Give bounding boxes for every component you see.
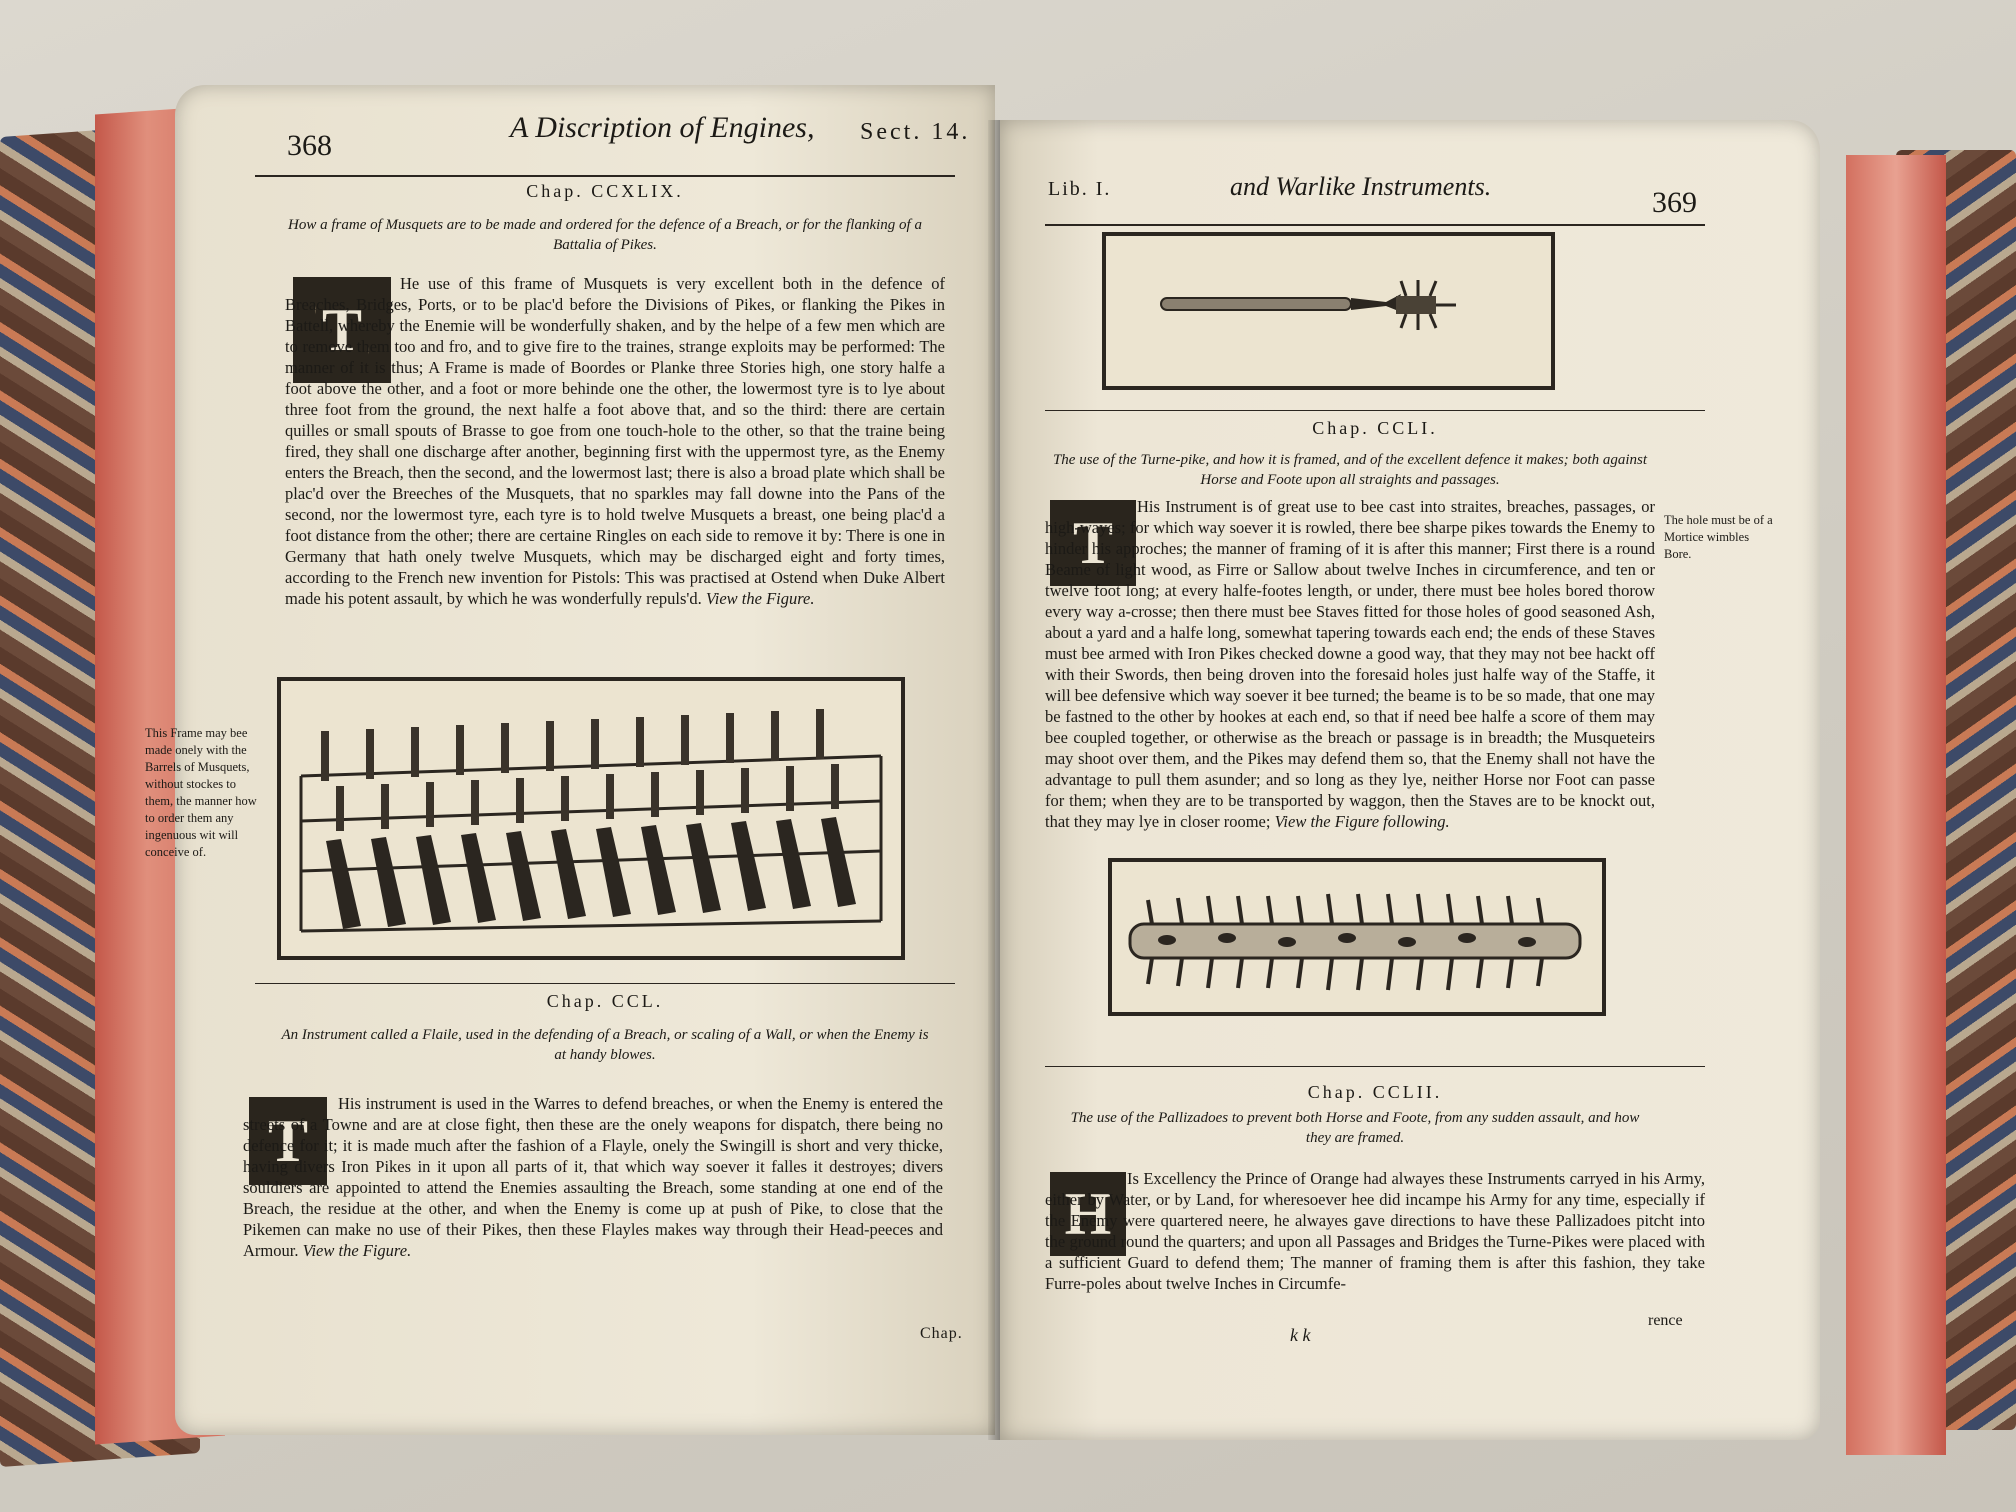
running-head-title: A Discription of Engines,: [510, 111, 815, 144]
chapter-rule-2: [1045, 1066, 1705, 1067]
signature-mark: k k: [1290, 1325, 1311, 1345]
body-text-2: His instrument is used in the Warres to defend breaches, or when the Enemy is entered the streets of a Towne and are at close fight, then these are the onely weapons for dispatch, there being no defence for it; it is made much after the fashion of a Flayle, onely the Swingill is short and very thicke, having divers Iron Pikes in it upon all parts of it, that which way soever it falles it destroyes; divers souldiers are appointed to attend the Enemies assaulting the Breach, some standing at one end of the Breach, the residue at the other, and when the Enemy is come up at push of Pike, to close that the Pikemen can make no use of their Pikes, then these Flayles makes way through their Head-peeces and Armour.: [243, 1094, 943, 1260]
turne-pike-illustration: [1102, 232, 1555, 390]
body-text-2: Is Excellency the Prince of Orange had alwayes these Instruments carryed in his Army, either by Water, or by Land, for wheresoever hee did incampe his Army for any time, especially if the Enemy were quartered neere, he alwayes gave directions to have these Pallizadoes pitcht into the ground round the quarters; and upon all Passages and Bridges the Turne-Pikes were placed with a sufficient Guard to defend them; The manner of framing them is after this fashion, they take Furre-poles about twelve Inches in Circumfe-: [1045, 1169, 1705, 1293]
running-head-section: Sect. 14.: [860, 119, 971, 145]
catchword: Chap.: [920, 1325, 963, 1342]
body-text: He use of this frame of Musquets is very excellent both in the defence of Breaches, Bridges, Ports, or to be plac'd before the Divisions of Pikes, or flanking the Pikes in Battell, whereby the Enemie will be wonderfully shaken, and by the helpe of a few men which are to remove them too and fro, and to give fire to the traines, strange exploits may be performed: The manner of it is thus; A Frame is made of Boordes or Planke three Stories high, one story halfe a foot above the other, and a foot or more behinde one the other, the lowermost tyre is to lye about three foot from the ground, the next halfe a foot above that, and so the third: there are certain quilles or small spouts of Brasse to goe from one touch-hole to the other, so that the traine being fired, they shall one discharge after another, beginning first with the uppermost tyre, as the Enemy enters the Breach, then the second, and the lowermost last; there is also a broad plate which shall be plac'd over the Breeches of the Musquets, that no sparkles may fall downe into the Pans of the second, nor the lowermost tyre, each tyre is to hold twelve Musquets a breast, one being plac'd a foot distance from the other; there are certaine Ringles on each side to remove it by: There is one in Germany that hath onely twelve Musquets, which may be discharged eight and forty times, according to the French new invention for Pistols: This was practised at Ostend when Duke Albert made his potent assault, by which he was wonderfully repuls'd.: [285, 274, 945, 608]
chapter-heading: Chap. CCLI.: [1312, 418, 1438, 438]
view-figure-note-2: View the Figure.: [302, 1241, 412, 1260]
catchword: rence: [1648, 1312, 1683, 1329]
body-text: His Instrument is of great use to bee cast into straites, breaches, passages, or high-wayes; for which way soever it is rowled, there bee sharpe pikes towards the Enemy to hinder his approches; the manner of framing of it is after this manner; First there is a round Beame of light wood, as Firre or Sallow about twelve Inches in circumference, and ten or twelve foot long; at every halfe-footes length, or under, there must bee holes bored thorow every way a-crosse; then there must bee Staves fitted for those holes of good seasoned Ash, about a yard and a halfe long, somewhat tapering towards each end; the ends of these Staves must bee armed with Iron Pikes checked downe a good way, that they may not bee hackt off with their Swords, then being droven into the foresaid holes just halfe way of the Staffe, it will bee defensive which way soever it bee turned; the beame is to be so made, that one may be fastned to the other by hookes at each end, so that if need bee halfe a score of them may bee coupled together, or otherwise as the breach or passage is in breadth; the Musqueteirs may shoot over them, and the Pikes may defend them so, that the Enemy shall not have the advantage to pull them asunder; and so long as they lye, neither Horse nor Foot can passe for them; when they are to be transported by waggon, then the Staves are to be knockt out, that they may lye in closer roome;: [1045, 497, 1655, 831]
chapter-body-2: [1045, 1168, 1705, 1294]
running-head-title: and Warlike Instruments.: [1230, 172, 1492, 201]
chapter-heading: Chap. CCXLIX.: [526, 181, 684, 201]
header-rule: [1045, 224, 1705, 226]
chapter-body-2: [243, 1093, 943, 1261]
chapter-body: [1045, 496, 1655, 832]
page-number: 369: [1652, 186, 1697, 219]
decorated-initial-2: H: [1050, 1172, 1126, 1256]
margin-note: The hole must be of a Mortice wimbles Bore.: [1664, 513, 1773, 561]
chapter-caption: The use of the Turne-pike, and how it is framed, and of the excellent defence it makes; both against Horse and Foote upon all straights and passages.: [1052, 452, 1648, 488]
view-figure-note: View the Figure following.: [1274, 812, 1450, 831]
page-number: 368: [287, 129, 332, 162]
chapter-caption-2: An Instrument called a Flaile, used in the defending of a Breach, or scaling of a Wall, or when the Enemy is at handy blowes.: [281, 1027, 929, 1063]
running-head-book: Lib. I.: [1048, 178, 1112, 200]
chapter-rule: [1045, 410, 1705, 411]
right-page: [1000, 120, 1820, 1440]
view-figure-note: View the Figure.: [705, 589, 815, 608]
chapter-rule: [255, 983, 955, 984]
musquet-frame-illustration: [277, 677, 905, 960]
left-page: [145, 85, 995, 1435]
chapter-heading-2: Chap. CCL.: [546, 991, 664, 1011]
header-rule: [255, 175, 955, 177]
decorated-initial: T: [293, 277, 391, 383]
spiked-beam-illustration: [1108, 858, 1606, 1016]
margin-note: This Frame may bee made onely with the Barrels of Musquets, without stockes to them, the manner how to order them any ingenuous wit will conceive of.: [145, 726, 257, 859]
chapter-heading-2: Chap. CCLII.: [1307, 1082, 1443, 1102]
chapter-caption: How a frame of Musquets are to be made and ordered for the defence of a Breach, or for the flanking of a Battalia of Pikes.: [288, 217, 922, 253]
decorated-initial-2: T: [249, 1097, 327, 1185]
chapter-body: [285, 273, 945, 609]
decorated-initial: T: [1050, 500, 1136, 586]
chapter-caption-2: The use of the Pallizadoes to prevent both Horse and Foote, from any sudden assault, and how they are framed.: [1070, 1110, 1640, 1146]
page-edge-right: [1846, 155, 1946, 1455]
